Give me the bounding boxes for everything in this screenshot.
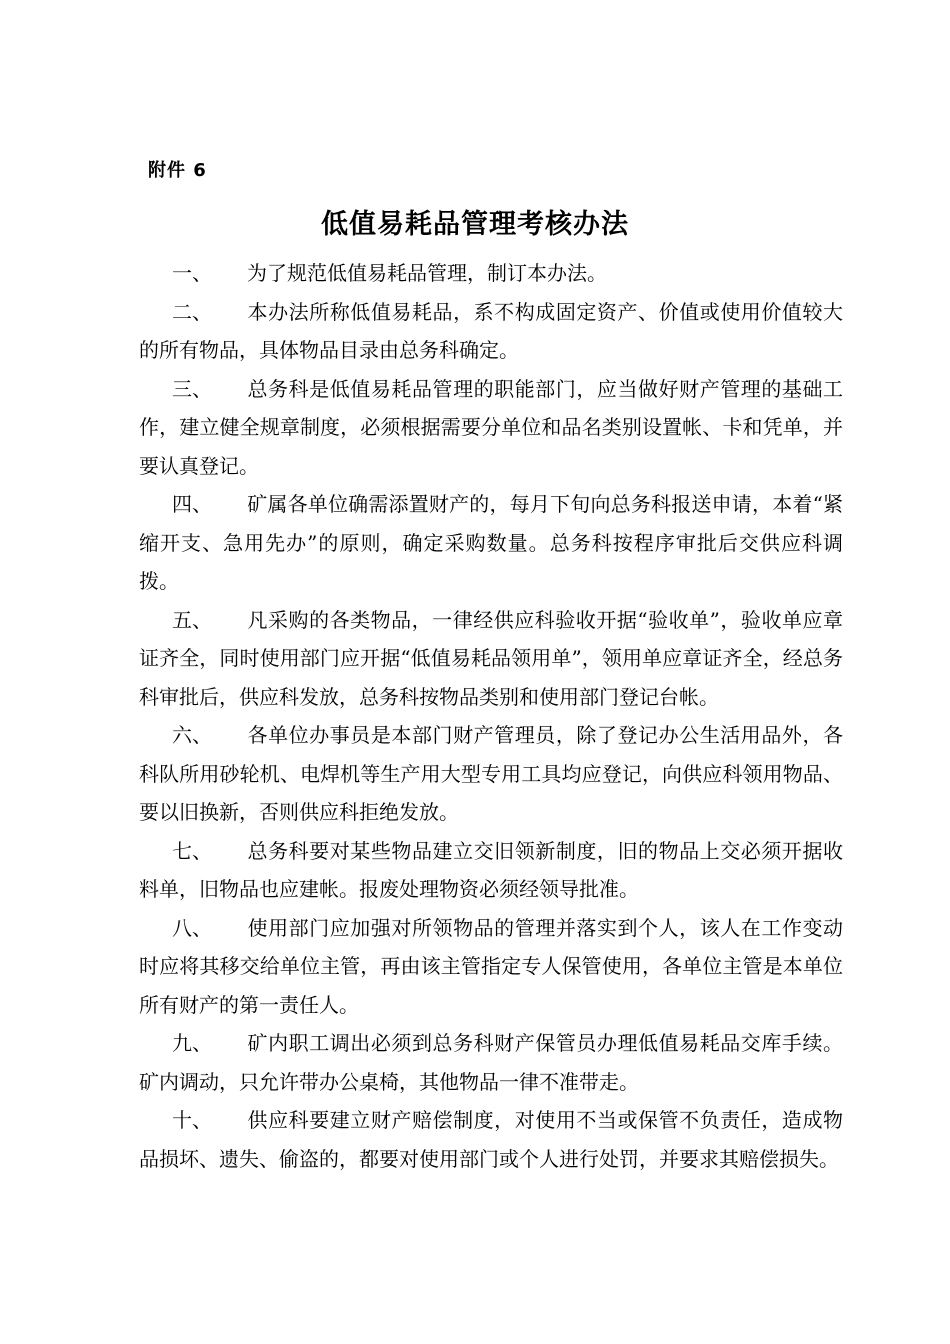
article-text: 总务科是低值易耗品管理的职能部门，应当做好财产管理的基础工作，建立健全规章制度，必须根据需要分单位和品名类别设置帐、卡和凭单，并要认真登记。 bbox=[139, 376, 843, 478]
document-body bbox=[139, 254, 843, 1178]
article-number: 七、 bbox=[172, 838, 212, 863]
article-text: 使用部门应加强对所领物品的管理并落实到个人，该人在工作变动时应将其移交给单位主管，再由该主管指定专人保管使用，各单位主管是本单位所有财产的第一责任人。 bbox=[139, 915, 843, 1017]
article-4 bbox=[139, 485, 843, 601]
article-number: 五、 bbox=[172, 607, 212, 632]
article-text: 本办法所称低值易耗品，系不构成固定资产、价值或使用价值较大的所有物品，具体物品目录由总务科确定。 bbox=[139, 299, 843, 362]
article-text: 矿属各单位确需添置财产的，每月下旬向总务科报送申请，本着“紧缩开支、急用先办”的原则，确定采购数量。总务科按程序审批后交供应科调拨。 bbox=[139, 492, 843, 593]
article-number: 六、 bbox=[172, 723, 212, 747]
article-number: 九、 bbox=[172, 1031, 212, 1055]
article-6 bbox=[139, 716, 843, 832]
attachment-label: 附件 6 bbox=[148, 160, 207, 181]
document-title: 低值易耗品管理考核办法 bbox=[321, 209, 629, 240]
article-8 bbox=[139, 909, 843, 1025]
article-number: 八、 bbox=[172, 915, 212, 940]
article-number: 十、 bbox=[172, 1108, 212, 1132]
article-10 bbox=[139, 1101, 843, 1178]
article-1 bbox=[139, 254, 843, 293]
article-7 bbox=[139, 832, 843, 909]
article-text: 供应科要建立财产赔偿制度，对使用不当或保管不负责任，造成物品损坏、遗失、偷盗的，都要对使用部门或个人进行处罚，并要求其赔偿损失。 bbox=[139, 1108, 843, 1171]
article-2 bbox=[139, 293, 843, 370]
article-text: 矿内职工调出必须到总务科财产保管员办理低值易耗品交库手续。矿内调动，只允许带办公桌椅，其他物品一律不准带走。 bbox=[139, 1031, 843, 1094]
article-text: 为了规范低值易耗品管理，制订本办法。 bbox=[247, 261, 607, 285]
article-text: 总务科要对某些物品建立交旧领新制度，旧的物品上交必须开据收料单，旧物品也应建帐。报废处理物资必须经领导批准。 bbox=[139, 838, 843, 901]
article-5 bbox=[139, 601, 843, 717]
article-number: 三、 bbox=[172, 376, 212, 401]
article-3 bbox=[139, 370, 843, 486]
article-text: 各单位办事员是本部门财产管理员，除了登记办公生活用品外，各科队所用砂轮机、电焊机等生产用大型专用工具均应登记，向供应科领用物品、要以旧换新，否则供应科拒绝发放。 bbox=[139, 723, 843, 824]
article-number: 四、 bbox=[172, 492, 212, 516]
article-9 bbox=[139, 1024, 843, 1101]
article-number: 二、 bbox=[172, 299, 212, 324]
article-text: 凡采购的各类物品，一律经供应科验收开据“验收单”，验收单应章证齐全，同时使用部门应开据“低值易耗品领用单”，领用单应章证齐全，经总务科审批后，供应科发放，总务科按物品类别和使用部门登记台帐。 bbox=[139, 607, 843, 709]
article-number: 一、 bbox=[172, 261, 212, 285]
